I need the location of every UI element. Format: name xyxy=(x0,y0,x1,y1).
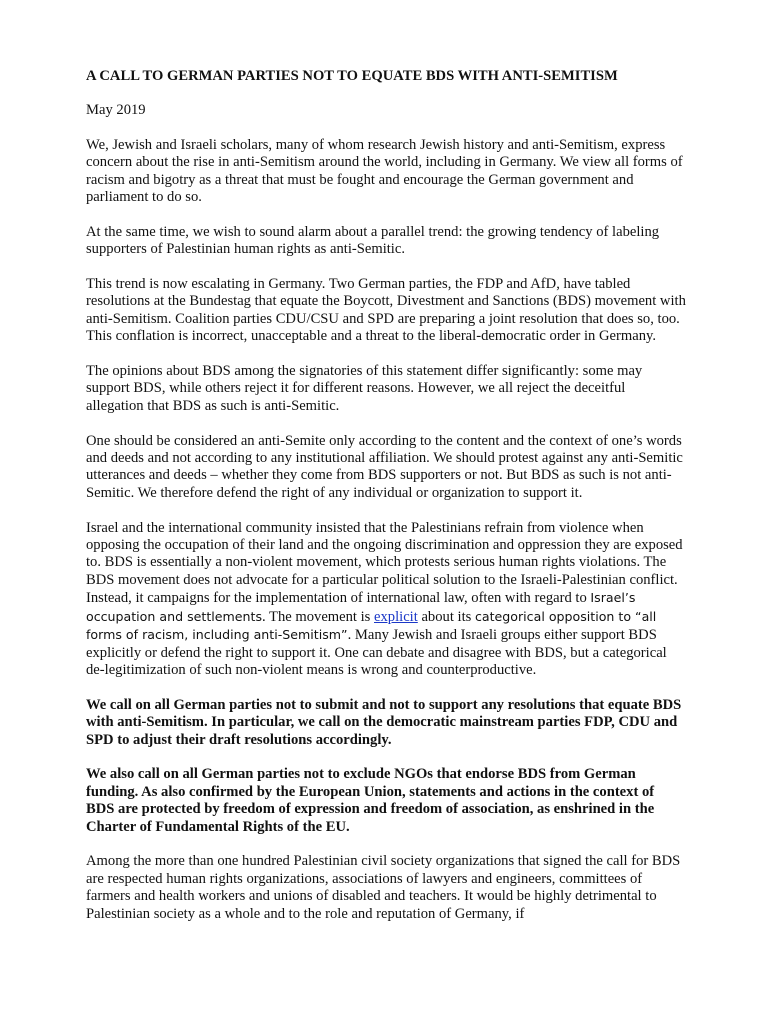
paragraph-6-sans-a: Israel’s occupation and settlements xyxy=(86,590,636,624)
paragraph-1: We, Jewish and Israeli scholars, many of whom research Jewish history and anti-Semitism, express concern about the rise in anti-Semitism around the world, including in Germany. We view all forms of racism and bigotry as a threat that must be fought and encourage the German government and parliament to do so. xyxy=(86,136,683,206)
document-date: May 2019 xyxy=(86,102,146,119)
paragraph-3: This trend is now escalating in Germany. Two German parties, the FDP and AfD, have tabled resolutions at the Bundestag that equate the Boycott, Divestment and Sanctions (BDS) movement with anti-Semitism. Coalition parties CDU/CSU and SPD are preparing a joint resolution that does so, too. This conflation is incorrect, unacceptable and a threat to the liberal-democratic order in Germany. xyxy=(86,276,686,345)
paragraph-6-text-a: Israel and the international community insisted that the Palestinians refrain from violence when opposing the occupation of their land and the ongoing discrimination and oppression they are exposed to. BDS is essentially a non-violent movement, which protests serious human rights violations. The BDS movement does not advocate for a particular political solution to the Israeli-Palestinian conflict. Instead, it campaigns for the implementation of international law, often with regard to xyxy=(86,519,683,607)
paragraph-9: Among the more than one hundred Palestinian civil society organizations that signed the call for BDS are respected human rights organizations, associations of lawyers and engineers, committees of farmers and health workers and unions of disabled and teachers. It would be highly detrimental to Palestinian society as a whole and to the role and reputation of Germany, if xyxy=(86,853,681,922)
paragraph-6 xyxy=(86,520,686,680)
document-page xyxy=(86,68,686,940)
document-title: A CALL TO GERMAN PARTIES NOT TO EQUATE BDS WITH ANTI-SEMITISM xyxy=(86,68,618,84)
explicit-link[interactable]: explicit xyxy=(374,608,418,625)
paragraph-6-text-d: . Many Jewish and Israeli groups either support BDS explicitly or defend the right to support it. One can debate and disagree with BDS, but a categorical de-legitimization of such non-violent means is wrong and counterproductive. xyxy=(86,627,667,678)
paragraph-6-sans-b: categorical opposition to “all forms of racism, including anti-Semitism” xyxy=(86,608,657,643)
paragraph-2: At the same time, we wish to sound alarm about a parallel trend: the growing tendency of labeling supporters of Palestinian human rights as anti-Semitic. xyxy=(86,223,660,258)
paragraph-6-text-c: about its xyxy=(417,608,475,625)
paragraph-7-bold: We call on all German parties not to submit and not to support any resolutions that equate BDS with anti-Semitism. In particular, we call on the democratic mainstream parties FDP, CDU and SPD to adjust their draft resolutions accordingly. xyxy=(86,696,682,748)
paragraph-8-bold: We also call on all German parties not to exclude NGOs that endorse BDS from German funding. As also confirmed by the European Union, statements and actions in the context of BDS are protected by freedom of expression and freedom of association, as enshrined in the Charter of Fundamental Rights of the EU. xyxy=(86,766,655,835)
paragraph-5: One should be considered an anti-Semite only according to the content and the context of one’s words and deeds and not according to any institutional affiliation. We should protest against any anti-Semitic utterances and deeds – whether they come from BDS supporters or not. But BDS as such is not anti-Semitic. We therefore defend the right of any individual or organization to support it. xyxy=(86,432,683,501)
paragraph-4: The opinions about BDS among the signatories of this statement differ significantly: some may support BDS, while others reject it for different reasons. However, we all reject the deceitful allegation that BDS as such is anti-Semitic. xyxy=(86,363,643,414)
paragraph-6-text-b: . The movement is xyxy=(262,608,375,625)
